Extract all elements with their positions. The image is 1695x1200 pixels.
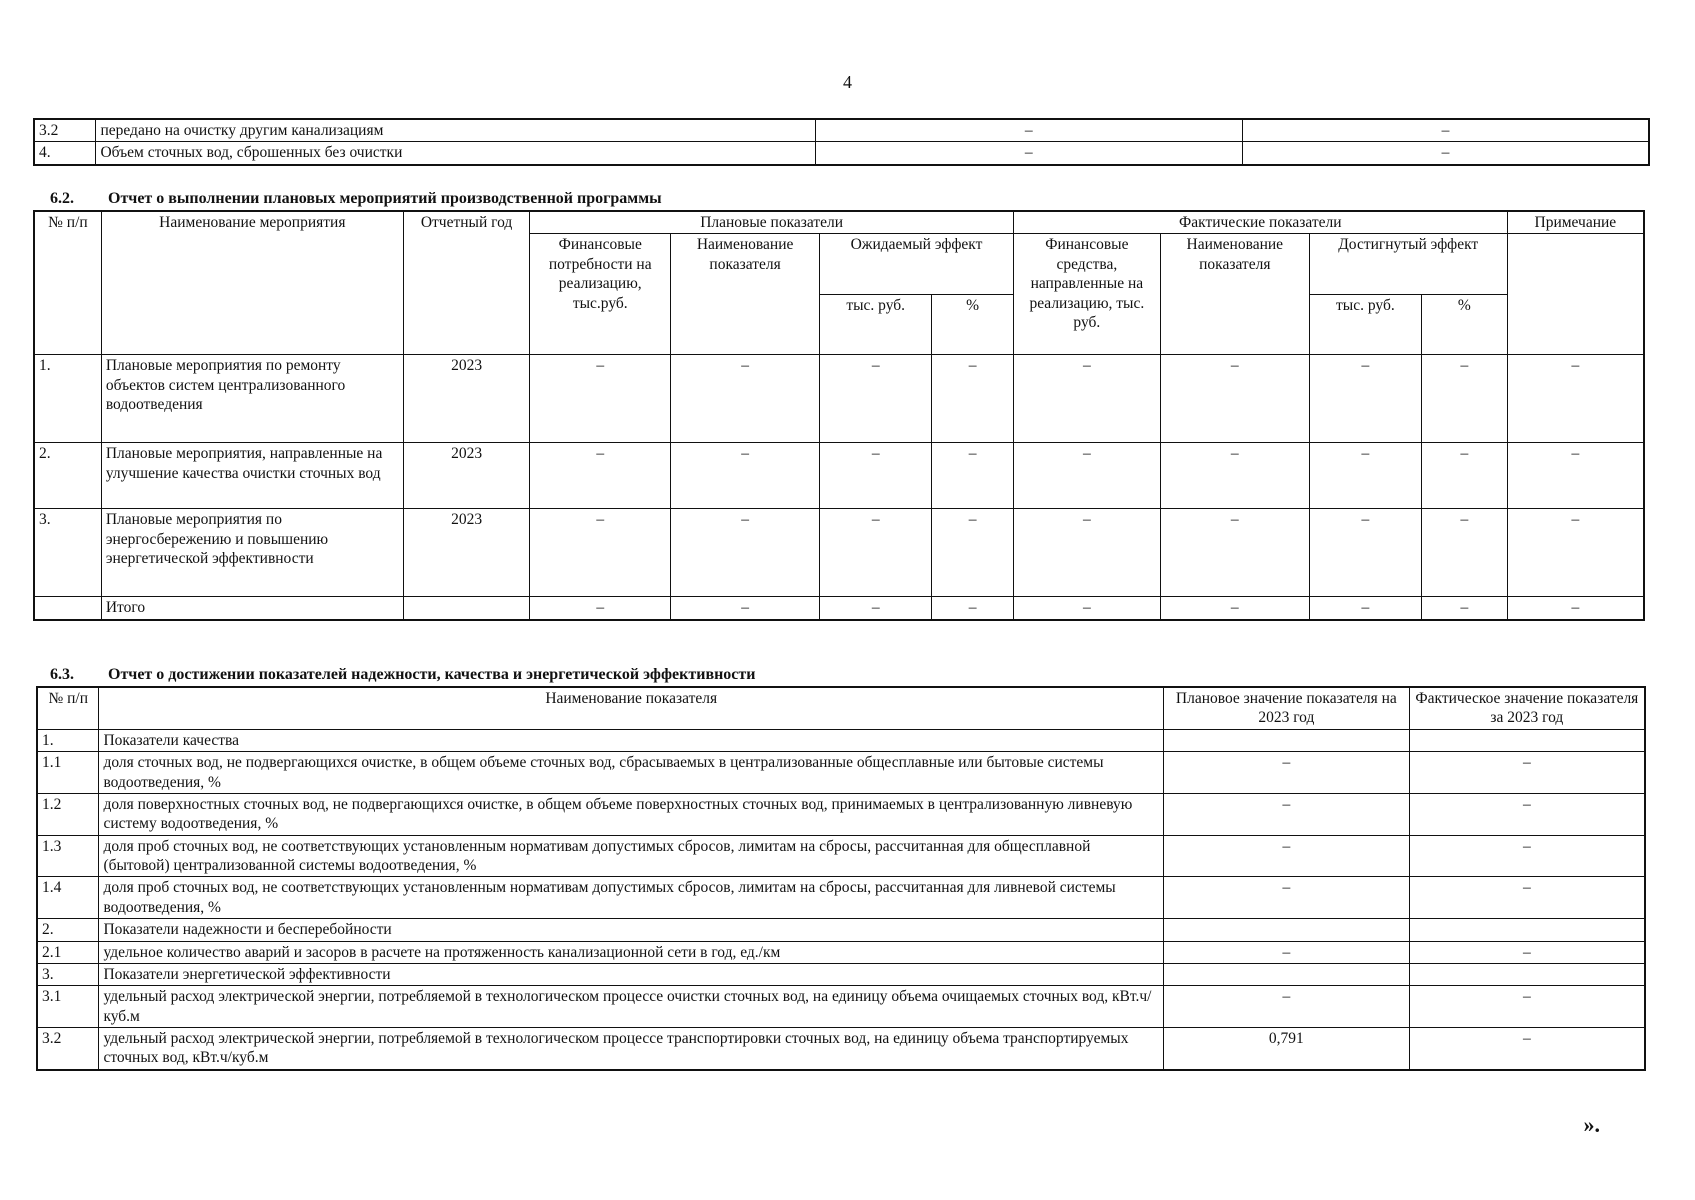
row-indicator-name: доля проб сточных вод, не соответствующих установленным нормативам допустимых сбросов, лимитам на сбросы, рассчитанная для общесплавной (бытовой) централизованной системы водоотведения, % (99, 835, 1164, 877)
row-number: 1.3 (37, 835, 99, 877)
table-row (34, 142, 1649, 165)
col-num: № п/п (37, 687, 99, 729)
indicators-table (36, 686, 1646, 1071)
col-fact-value: Фактическое значение показателя за 2023 год (1409, 687, 1645, 729)
table-row (34, 509, 1644, 597)
row-value: – (671, 443, 820, 509)
row-plan-value: – (1163, 752, 1409, 794)
row-indicator-name: Показатели энергетической эффективности (99, 963, 1164, 985)
row-plan-value: 0,791 (1163, 1028, 1409, 1070)
row-plan-value: – (1163, 835, 1409, 877)
row-number: 1. (37, 729, 99, 751)
total-row (34, 597, 1644, 620)
table-row (37, 963, 1645, 985)
row-number: 1.2 (37, 793, 99, 835)
row-plan-value: – (1163, 941, 1409, 963)
page-number: 4 (843, 72, 852, 92)
row-label: передано на очистку другим канализациям (96, 119, 815, 142)
section-62-heading (50, 190, 662, 208)
section-title: Отчет о достижении показателей надежности, качества и энергетической эффективности (108, 666, 756, 683)
row-indicator-name: Показатели надежности и бесперебойности (99, 919, 1164, 941)
row-value: – (820, 355, 932, 443)
total-value: – (820, 597, 932, 620)
row-number: 2. (37, 919, 99, 941)
total-value: – (1421, 597, 1507, 620)
col-indicator-name: Наименование показателя (99, 687, 1164, 729)
section-63-heading (50, 666, 755, 684)
row-number: 3.2 (37, 1028, 99, 1070)
row-value: – (815, 142, 1242, 165)
table-row (37, 793, 1645, 835)
row-number: 4. (34, 142, 96, 165)
row-year: 2023 (403, 509, 530, 597)
row-name: Плановые мероприятия по энергосбережению и повышению энергетической эффективности (101, 509, 403, 597)
row-number: 3. (37, 963, 99, 985)
row-value: – (1309, 509, 1421, 597)
col-note: Примечание (1507, 211, 1644, 234)
table-row (37, 877, 1645, 919)
row-value: – (671, 509, 820, 597)
table-row (34, 119, 1649, 142)
section-number: 6.2. (50, 190, 74, 207)
row-fact-value: – (1409, 752, 1645, 794)
row-indicator-name: Показатели качества (99, 729, 1164, 751)
row-number (34, 597, 101, 620)
row-value: – (932, 509, 1014, 597)
table-row (34, 355, 1644, 443)
total-value: – (1309, 597, 1421, 620)
row-indicator-name: удельный расход электрической энергии, потребляемой в технологическом процессе очистки сточных вод, на единицу объема очищаемых сточных вод, кВт.ч/куб.м (99, 986, 1164, 1028)
col-fact-indicator: Наименование показателя (1160, 234, 1309, 355)
row-plan-value: – (1163, 877, 1409, 919)
row-number: 3.2 (34, 119, 96, 142)
col-plan-indicator: Наименование показателя (671, 234, 820, 355)
row-value: – (820, 509, 932, 597)
row-value: – (530, 443, 671, 509)
table-row (37, 752, 1645, 794)
col-achieved-effect: Достигнутый эффект (1309, 234, 1507, 295)
row-year (403, 597, 530, 620)
row-plan-value (1163, 963, 1409, 985)
row-value: – (1243, 119, 1649, 142)
row-value: – (671, 355, 820, 443)
row-value: – (1160, 443, 1309, 509)
row-value: – (1243, 142, 1649, 165)
col-plan-percent: % (932, 294, 1014, 355)
row-plan-value: – (1163, 793, 1409, 835)
row-number: 2. (34, 443, 101, 509)
col-year: Отчетный год (403, 211, 530, 355)
total-value: – (671, 597, 820, 620)
row-fact-value: – (1409, 835, 1645, 877)
col-num: № п/п (34, 211, 101, 355)
row-value: – (1507, 443, 1644, 509)
row-fact-value (1409, 729, 1645, 751)
row-plan-value (1163, 729, 1409, 751)
top-table (33, 118, 1650, 166)
table-row (37, 986, 1645, 1028)
col-plan-fin: Финансовые потребности на реализацию, тыс.руб. (530, 234, 671, 355)
table-row (37, 1028, 1645, 1070)
col-fact-percent: % (1421, 294, 1507, 355)
total-value: – (1160, 597, 1309, 620)
total-value: – (1507, 597, 1644, 620)
row-value: – (1160, 355, 1309, 443)
section-title: Отчет о выполнении плановых мероприятий производственной программы (108, 190, 662, 207)
col-plan-value: Плановое значение показателя на 2023 год (1163, 687, 1409, 729)
row-number: 1.4 (37, 877, 99, 919)
row-value: – (1013, 355, 1160, 443)
table-row (37, 835, 1645, 877)
row-value: – (1507, 355, 1644, 443)
col-fact-thousand-rub: тыс. руб. (1309, 294, 1421, 355)
row-value: – (530, 509, 671, 597)
row-fact-value: – (1409, 877, 1645, 919)
total-value: – (932, 597, 1014, 620)
row-plan-value (1163, 919, 1409, 941)
row-value: – (815, 119, 1242, 142)
row-indicator-name: удельное количество аварий и засоров в расчете на протяженность канализационной сети в год, ед./км (99, 941, 1164, 963)
row-value: – (1013, 509, 1160, 597)
row-value: – (1309, 355, 1421, 443)
row-value: – (1421, 443, 1507, 509)
table-row (37, 919, 1645, 941)
row-year: 2023 (403, 443, 530, 509)
row-number: 3. (34, 509, 101, 597)
col-name: Наименование мероприятия (101, 211, 403, 355)
row-year: 2023 (403, 355, 530, 443)
table-row (37, 941, 1645, 963)
row-fact-value: – (1409, 793, 1645, 835)
row-indicator-name: доля поверхностных сточных вод, не подвергающихся очистке, в общем объеме поверхностных сточных вод, принимаемых в централизованную ливневую систему водоотведения, % (99, 793, 1164, 835)
row-value: – (1013, 443, 1160, 509)
row-indicator-name: доля сточных вод, не подвергающихся очистке, в общем объеме сточных вод, сбрасываемых в централизованные общесплавные или бытовые системы водоотведения, % (99, 752, 1164, 794)
total-value: – (1013, 597, 1160, 620)
row-fact-value (1409, 919, 1645, 941)
col-fact-fin: Финансовые средства, направленные на реализацию, тыс. руб. (1013, 234, 1160, 355)
col-note-empty (1507, 234, 1644, 355)
row-value: – (1421, 509, 1507, 597)
row-value: – (1507, 509, 1644, 597)
row-name: Плановые мероприятия по ремонту объектов систем централизованного водоотведения (101, 355, 403, 443)
row-number: 3.1 (37, 986, 99, 1028)
row-value: – (932, 443, 1014, 509)
row-value: – (530, 355, 671, 443)
activities-table (33, 210, 1645, 621)
row-value: – (1309, 443, 1421, 509)
row-name: Плановые мероприятия, направленные на улучшение качества очистки сточных вод (101, 443, 403, 509)
row-plan-value: – (1163, 986, 1409, 1028)
row-indicator-name: доля проб сточных вод, не соответствующих установленным нормативам допустимых сбросов, лимитам на сбросы, рассчитанная для ливневой системы водоотведения, % (99, 877, 1164, 919)
row-fact-value: – (1409, 941, 1645, 963)
col-plan-thousand-rub: тыс. руб. (820, 294, 932, 355)
row-number: 2.1 (37, 941, 99, 963)
col-plan-group: Плановые показатели (530, 211, 1014, 234)
table-row (37, 729, 1645, 751)
row-indicator-name: удельный расход электрической энергии, потребляемой в технологическом процессе транспортировки сточных вод, на единицу объема транспортируемых сточных вод, кВт.ч/куб.м (99, 1028, 1164, 1070)
row-fact-value: – (1409, 1028, 1645, 1070)
row-number: 1. (34, 355, 101, 443)
total-value: – (530, 597, 671, 620)
closing-quote: ». (1583, 1112, 1600, 1137)
table-row (34, 443, 1644, 509)
row-value: – (932, 355, 1014, 443)
row-value: – (1421, 355, 1507, 443)
col-expected-effect: Ожидаемый эффект (820, 234, 1014, 295)
section-number: 6.3. (50, 666, 74, 683)
row-value: – (820, 443, 932, 509)
col-fact-group: Фактические показатели (1013, 211, 1507, 234)
row-number: 1.1 (37, 752, 99, 794)
row-label: Объем сточных вод, сброшенных без очистки (96, 142, 815, 165)
total-label: Итого (101, 597, 403, 620)
row-fact-value: – (1409, 986, 1645, 1028)
row-fact-value (1409, 963, 1645, 985)
row-value: – (1160, 509, 1309, 597)
